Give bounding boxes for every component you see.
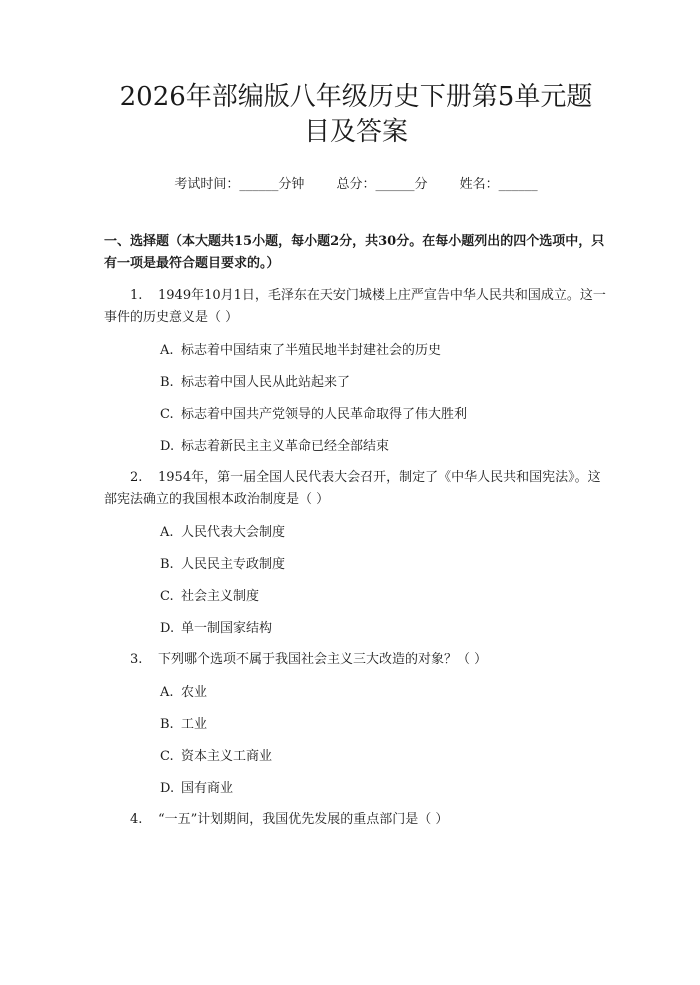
exam-page <box>0 80 700 985</box>
option-letter: A. <box>160 343 174 358</box>
option-text: 工业 <box>181 717 208 732</box>
option-text: 标志着中国共产党领导的人民革命取得了伟大胜利 <box>181 407 468 422</box>
question-number: 1. <box>130 288 143 303</box>
option-letter: D. <box>160 439 175 454</box>
option-letter: D. <box>160 781 175 796</box>
option-text: 社会主义制度 <box>181 589 260 604</box>
question-text: 1954年，第一届全国人民代表大会召开，制定了《中华人民共和国宪法》。这部宪法确立的我国根本政治制度是（ ） <box>104 470 601 507</box>
option-letter: D. <box>160 621 175 636</box>
option-text: 农业 <box>181 685 208 700</box>
question-text: 1949年10月1日，毛泽东在天安门城楼上庄严宣告中华人民共和国成立。这一事件的历史意义是（ ） <box>104 288 606 325</box>
option-letter: A. <box>160 525 174 540</box>
option-text: 国有商业 <box>181 781 234 796</box>
option-1c <box>104 405 608 425</box>
option-text: 人民民主专政制度 <box>181 557 286 572</box>
option-letter: B. <box>160 717 174 732</box>
question-2 <box>104 467 608 511</box>
question-number: 4. <box>130 812 143 827</box>
question-1 <box>104 285 608 329</box>
option-1d <box>104 437 608 457</box>
option-letter: A. <box>160 685 174 700</box>
exam-meta <box>104 175 608 195</box>
option-text: 标志着新民主主义革命已经全部结束 <box>181 439 390 454</box>
option-text: 标志着中国人民从此站起来了 <box>181 375 351 390</box>
student-name-field: 姓名：______ <box>459 177 538 192</box>
page-title: 2026年部编版八年级历史下册第5单元题目及答案 <box>119 82 593 147</box>
section-heading: 一、选择题（本大题共15小题，每小题2分，共30分。在每小题列出的四个选项中，只有一项是最符合题目要求的。） <box>104 234 605 271</box>
option-1a <box>104 341 608 361</box>
option-3c <box>104 747 608 767</box>
option-letter: C. <box>160 407 174 422</box>
option-letter: C. <box>160 589 174 604</box>
option-3b <box>104 715 608 735</box>
option-text: 资本主义工商业 <box>181 749 273 764</box>
exam-time-field: 考试时间：______分钟 <box>174 177 305 192</box>
option-2c <box>104 587 608 607</box>
option-text: 标志着中国结束了半殖民地半封建社会的历史 <box>181 343 442 358</box>
option-letter: C. <box>160 749 174 764</box>
question-number: 2. <box>130 470 143 485</box>
option-letter: B. <box>160 557 174 572</box>
question-text: “一五”计划期间，我国优先发展的重点部门是（ ） <box>158 812 449 827</box>
question-3 <box>104 649 608 671</box>
total-score-field: 总分：______分 <box>336 177 428 192</box>
option-text: 人民代表大会制度 <box>181 525 286 540</box>
option-text: 单一制国家结构 <box>181 621 273 636</box>
option-2d <box>104 619 608 639</box>
option-2a <box>104 523 608 543</box>
question-text: 下列哪个选项不属于我国社会主义三大改造的对象？（ ） <box>158 652 488 667</box>
option-2b <box>104 555 608 575</box>
option-3d <box>104 779 608 799</box>
option-1b <box>104 373 608 393</box>
option-letter: B. <box>160 375 174 390</box>
question-4 <box>104 809 608 831</box>
option-3a <box>104 683 608 703</box>
question-number: 3. <box>130 652 143 667</box>
